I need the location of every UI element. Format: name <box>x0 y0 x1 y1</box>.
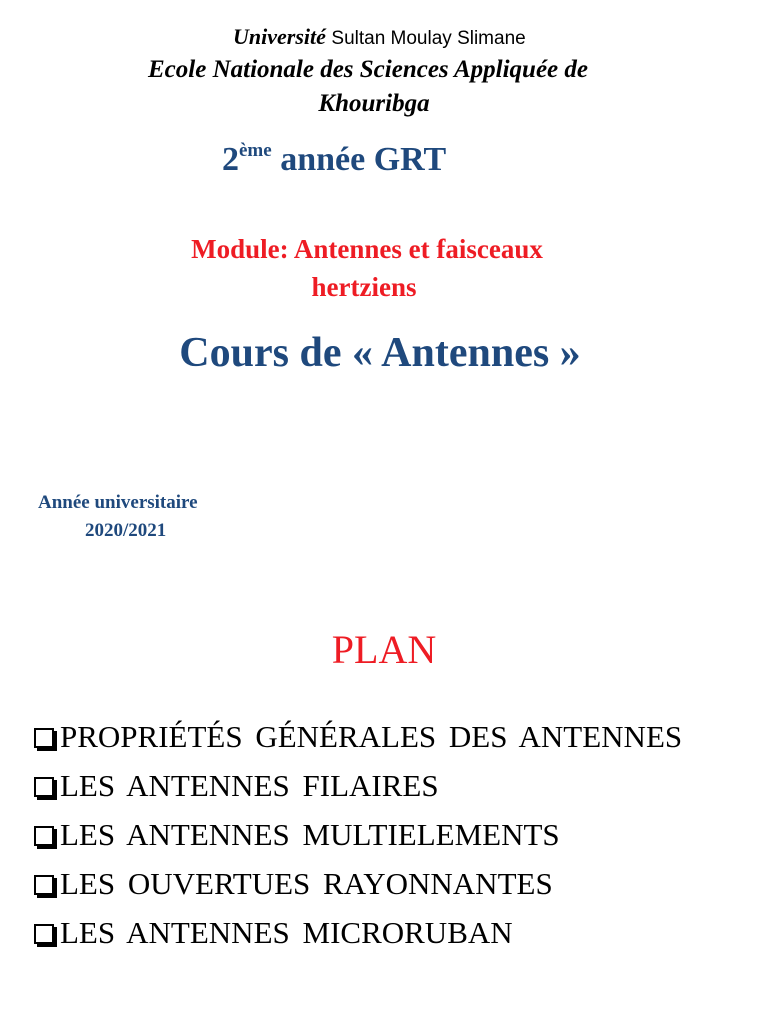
checkbox-icon <box>34 924 54 944</box>
school-name-line-1: Ecole Nationale des Sciences Appliquée de <box>148 56 588 83</box>
checkbox-icon <box>34 728 54 748</box>
plan-item <box>34 908 682 957</box>
plan-item-label: LES ANTENNES MICRORUBAN <box>60 915 513 950</box>
academic-year-value: 2020/2021 <box>85 520 167 541</box>
plan-item-label: LES ANTENNES FILAIRES <box>60 768 439 803</box>
plan-item <box>34 810 682 859</box>
plan-list <box>34 712 682 957</box>
university-name: Sultan Moulay Slimane <box>331 28 526 49</box>
plan-title: PLAN <box>331 627 437 672</box>
academic-year-label: Année universitaire <box>38 492 198 513</box>
module-title-line-1: Module: Antennes et faisceaux <box>191 234 543 264</box>
university-word: Université <box>233 24 326 49</box>
year-rest: année GRT <box>271 141 447 178</box>
school-name-line-2: Khouribga <box>318 90 430 117</box>
plan-item-label: LES ANTENNES MULTIELEMENTS <box>60 817 560 852</box>
plan-item <box>34 761 682 810</box>
checkbox-icon <box>34 826 54 846</box>
university-line <box>233 22 526 54</box>
year-superscript: ème <box>239 140 272 161</box>
module-title-line-2: hertziens <box>311 272 417 302</box>
plan-item <box>34 712 682 761</box>
plan-item-label: LES OUVERTUES RAYONNANTES <box>60 866 553 901</box>
plan-item <box>34 859 682 908</box>
course-title: Cours de « Antennes » <box>179 330 581 376</box>
checkbox-icon <box>34 777 54 797</box>
year-title <box>222 138 446 182</box>
year-number: 2 <box>222 141 239 178</box>
checkbox-icon <box>34 875 54 895</box>
plan-item-label: PROPRIÉTÉS GÉNÉRALES DES ANTENNES <box>60 719 683 754</box>
